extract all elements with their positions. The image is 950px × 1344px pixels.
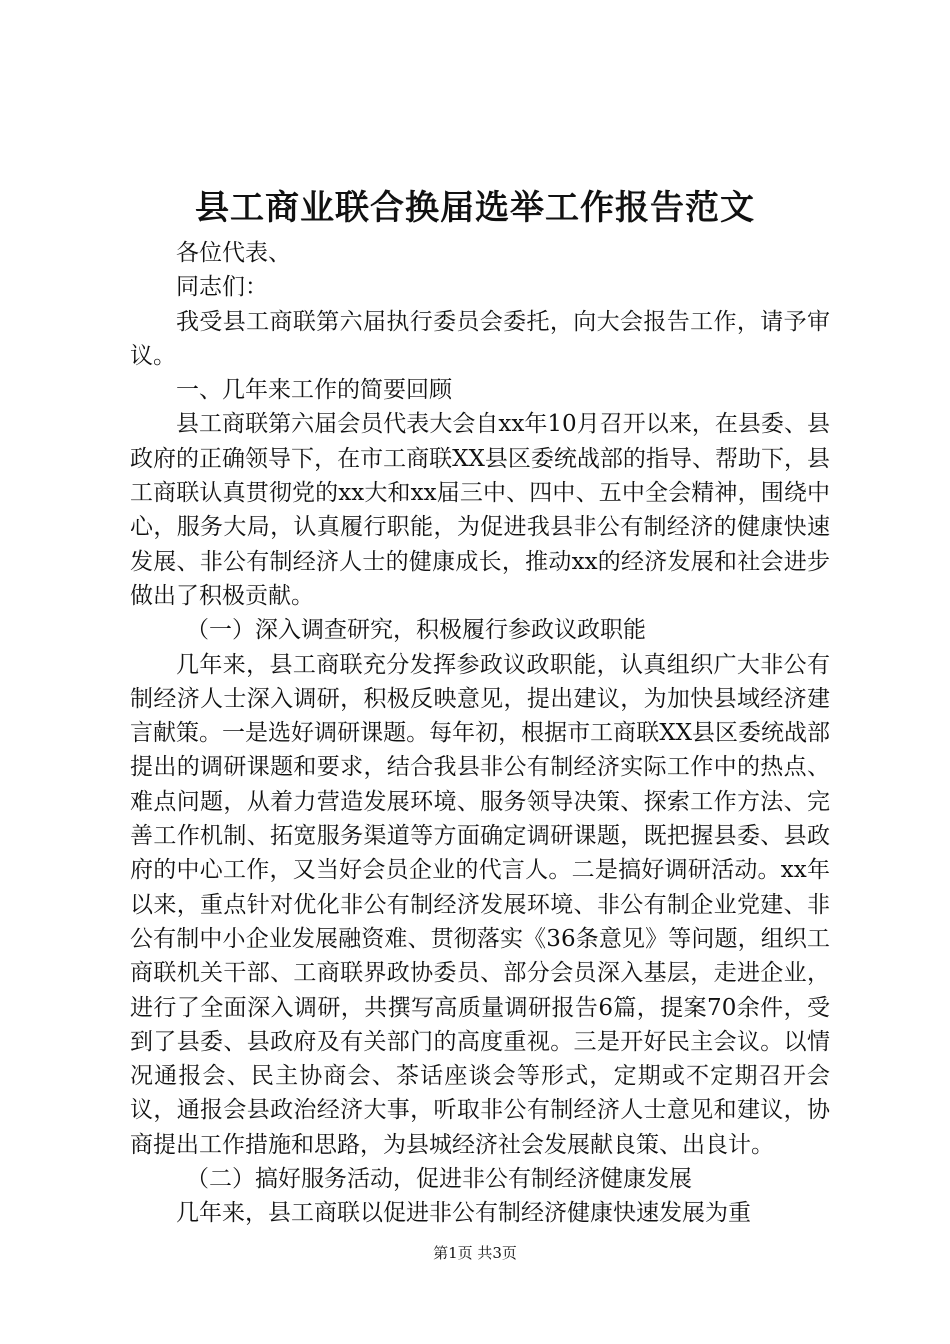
section-heading-1: 一、几年来工作的简要回顾	[176, 377, 452, 404]
body-paragraph: 几年来，县工商联以促进非公有制经济健康快速发展为重	[176, 1200, 751, 1227]
salutation-line-1: 各位代表、	[176, 240, 291, 266]
body-paragraph: 县工商联第六届会员代表大会自xx年10月召开以来，在县委、县政府的正确领导下，在市工商联XX县区委统战部的指导、帮助下，县工商联认真贯彻党的xx大和xx届三中、四中、五中全会精神，围绕中心，服务大局，认真履行职能，为促进我县非公有制经济的健康快速发展、非公有制经济人士的健康成长，推动xx的经济发展和社会进步做出了积极贡献。	[130, 411, 830, 609]
subsection-heading-2: （二）搞好服务活动，促进非公有制经济健康发展	[186, 1166, 692, 1193]
opening-paragraph: 我受县工商联第六届执行委员会委托，向大会报告工作，请予审议。	[130, 308, 830, 369]
document-title: 县工商业联合换届选举工作报告范文	[195, 188, 755, 228]
page-footer: 第1页 共3页	[433, 1244, 517, 1262]
document-body	[130, 236, 830, 1231]
body-paragraph: 几年来，县工商联充分发挥参政议政职能，认真组织广大非公有制经济人士深入调研，积极反映意见，提出建议，为加快县域经济建言献策。一是选好调研课题。每年初，根据市工商联XX县区委统战部提出的调研课题和要求，结合我县非公有制经济实际工作中的热点、难点问题，从着力营造发展环境、服务领导决策、探索工作方法、完善工作机制、拓宽服务渠道等方面确定调研课题，既把握县委、县政府的中心工作，又当好会员企业的代言人。二是搞好调研活动。xx年以来，重点针对优化非公有制经济发展环境、非公有制企业党建、非公有制中小企业发展融资难、贯彻落实《36条意见》等问题，组织工商联机关干部、工商联界政协委员、部分会员深入基层，走进企业，进行了全面深入调研，共撰写高质量调研报告6篇，提案70余件，受到了县委、县政府及有关部门的高度重视。三是开好民主会议。以情况通报会、民主协商会、茶话座谈会等形式，定期或不定期召开会议，通报会县政治经济大事，听取非公有制经济人士意见和建议，协商提出工作措施和思路，为县城经济社会发展献良策、出良计。	[130, 651, 830, 1158]
subsection-heading-1: （一）深入调查研究，积极履行参政议政职能	[186, 617, 646, 644]
salutation-line-2: 同志们：	[176, 274, 268, 301]
